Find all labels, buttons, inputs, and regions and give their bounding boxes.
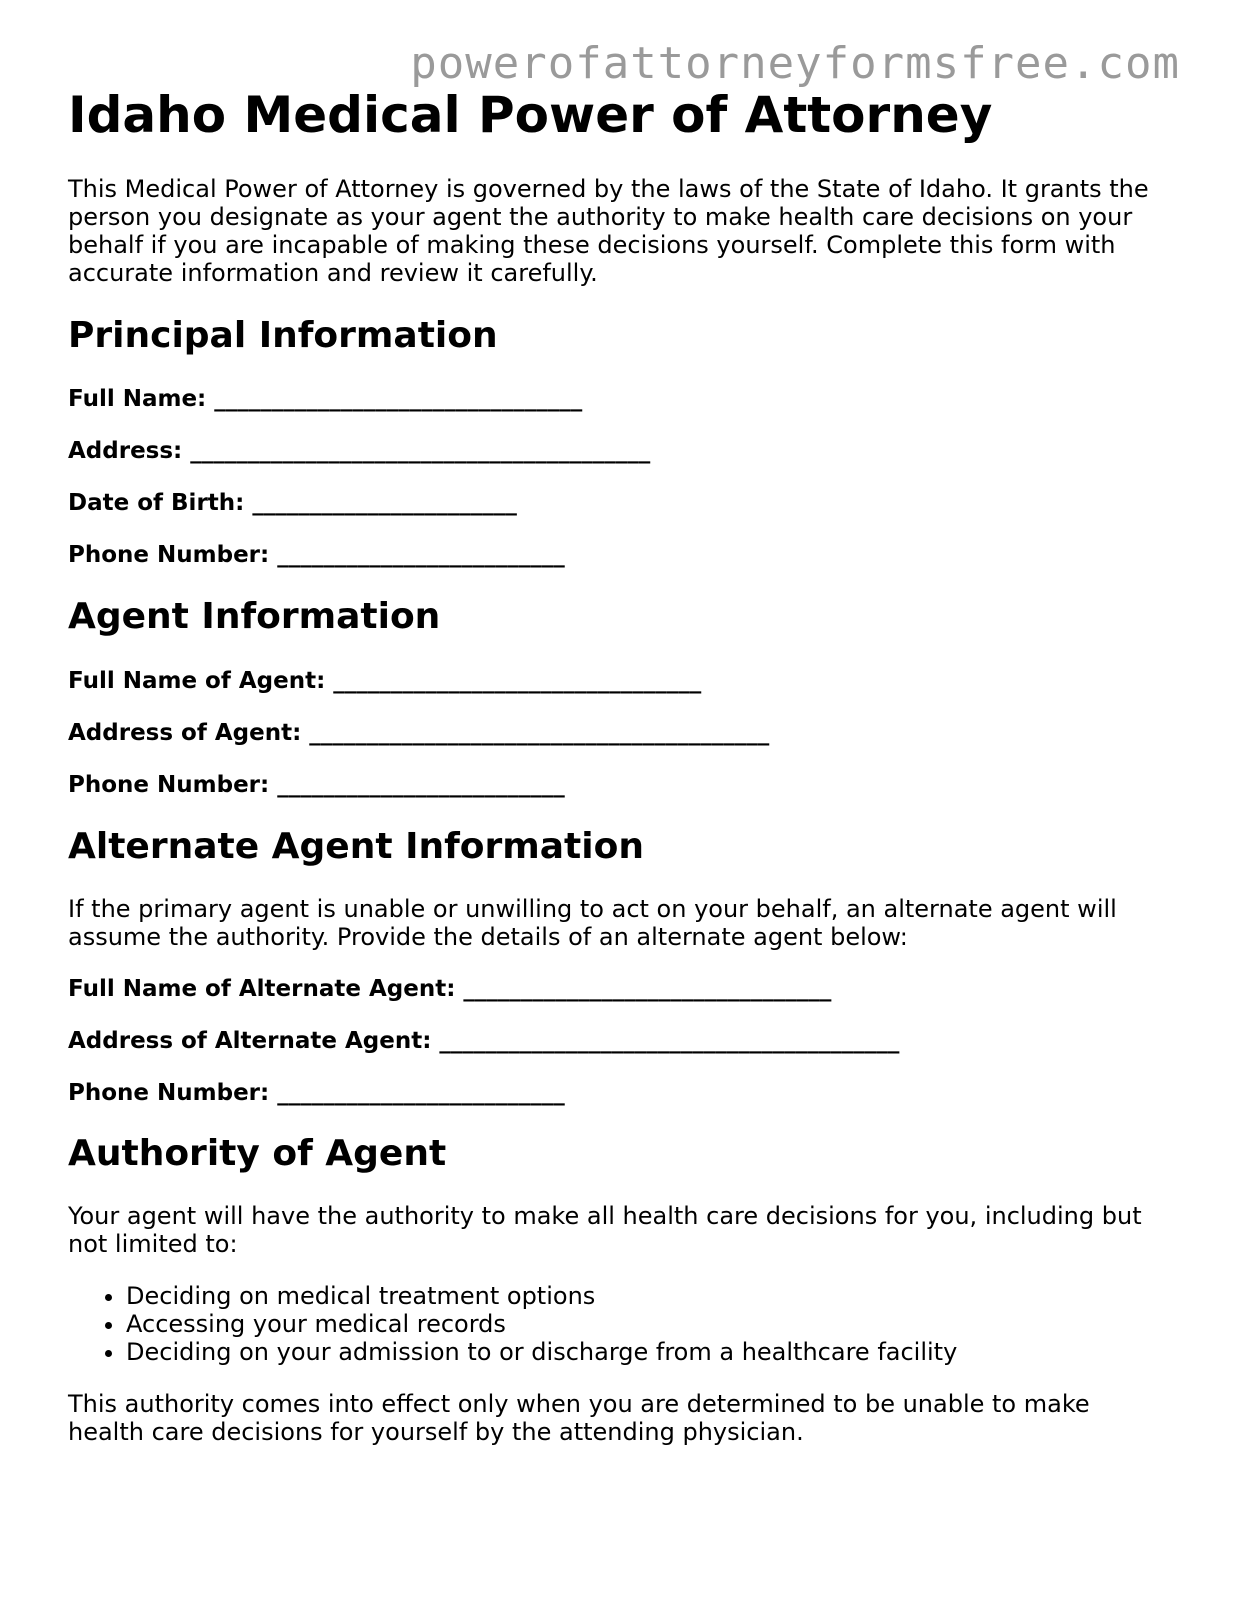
intro-paragraph: This Medical Power of Attorney is governed by the laws of the State of Idaho. It grants the person you designate as your agent the authority to make health care decisions on your behalf if you are incapable of making these decisions yourself. Complete this form with accurate information and review it carefully. — [68, 175, 1149, 287]
principal-dob-field[interactable]: Date of Birth: _______________________ — [68, 490, 517, 516]
document-title: Idaho Medical Power of Attorney — [68, 86, 993, 144]
agent-phone-field[interactable]: Phone Number: _________________________ — [68, 772, 565, 798]
authority-heading: Authority of Agent — [68, 1133, 447, 1174]
authority-closing: This authority comes into effect only when you are determined to be unable to make health care decisions for yourself by the attending physician. — [68, 1390, 1090, 1446]
agent-heading: Agent Information — [68, 596, 441, 637]
alternate-phone-field[interactable]: Phone Number: _________________________ — [68, 1080, 565, 1106]
alternate-agent-intro: If the primary agent is unable or unwilling to act on your behalf, an alternate agent will assume the authority. Provide the details of an alternate agent below: — [68, 895, 1117, 951]
document-page — [68, 80, 1168, 1446]
list-item: • Accessing your medical records — [126, 1310, 1168, 1338]
list-item: • Deciding on your admission to or discharge from a healthcare facility — [126, 1338, 1168, 1366]
alternate-full-name-field[interactable]: Full Name of Alternate Agent: ________________________________ — [68, 976, 832, 1002]
principal-heading: Principal Information — [68, 315, 498, 356]
principal-address-field[interactable]: Address: ________________________________________ — [68, 438, 651, 464]
agent-address-field[interactable]: Address of Agent: ________________________________________ — [68, 720, 770, 746]
alternate-address-field[interactable]: Address of Alternate Agent: ________________________________________ — [68, 1028, 900, 1054]
authority-intro: Your agent will have the authority to make all health care decisions for you, including but not limited to: — [68, 1202, 1142, 1258]
authority-list — [68, 1282, 1168, 1366]
list-item: • Deciding on medical treatment options — [126, 1282, 1168, 1310]
principal-full-name-field[interactable]: Full Name: ________________________________ — [68, 386, 583, 412]
principal-phone-field[interactable]: Phone Number: _________________________ — [68, 542, 565, 568]
alternate-agent-heading: Alternate Agent Information — [68, 826, 644, 867]
watermark: powerofattorneyformsfree.com — [410, 38, 1180, 89]
agent-full-name-field[interactable]: Full Name of Agent: ________________________________ — [68, 668, 702, 694]
